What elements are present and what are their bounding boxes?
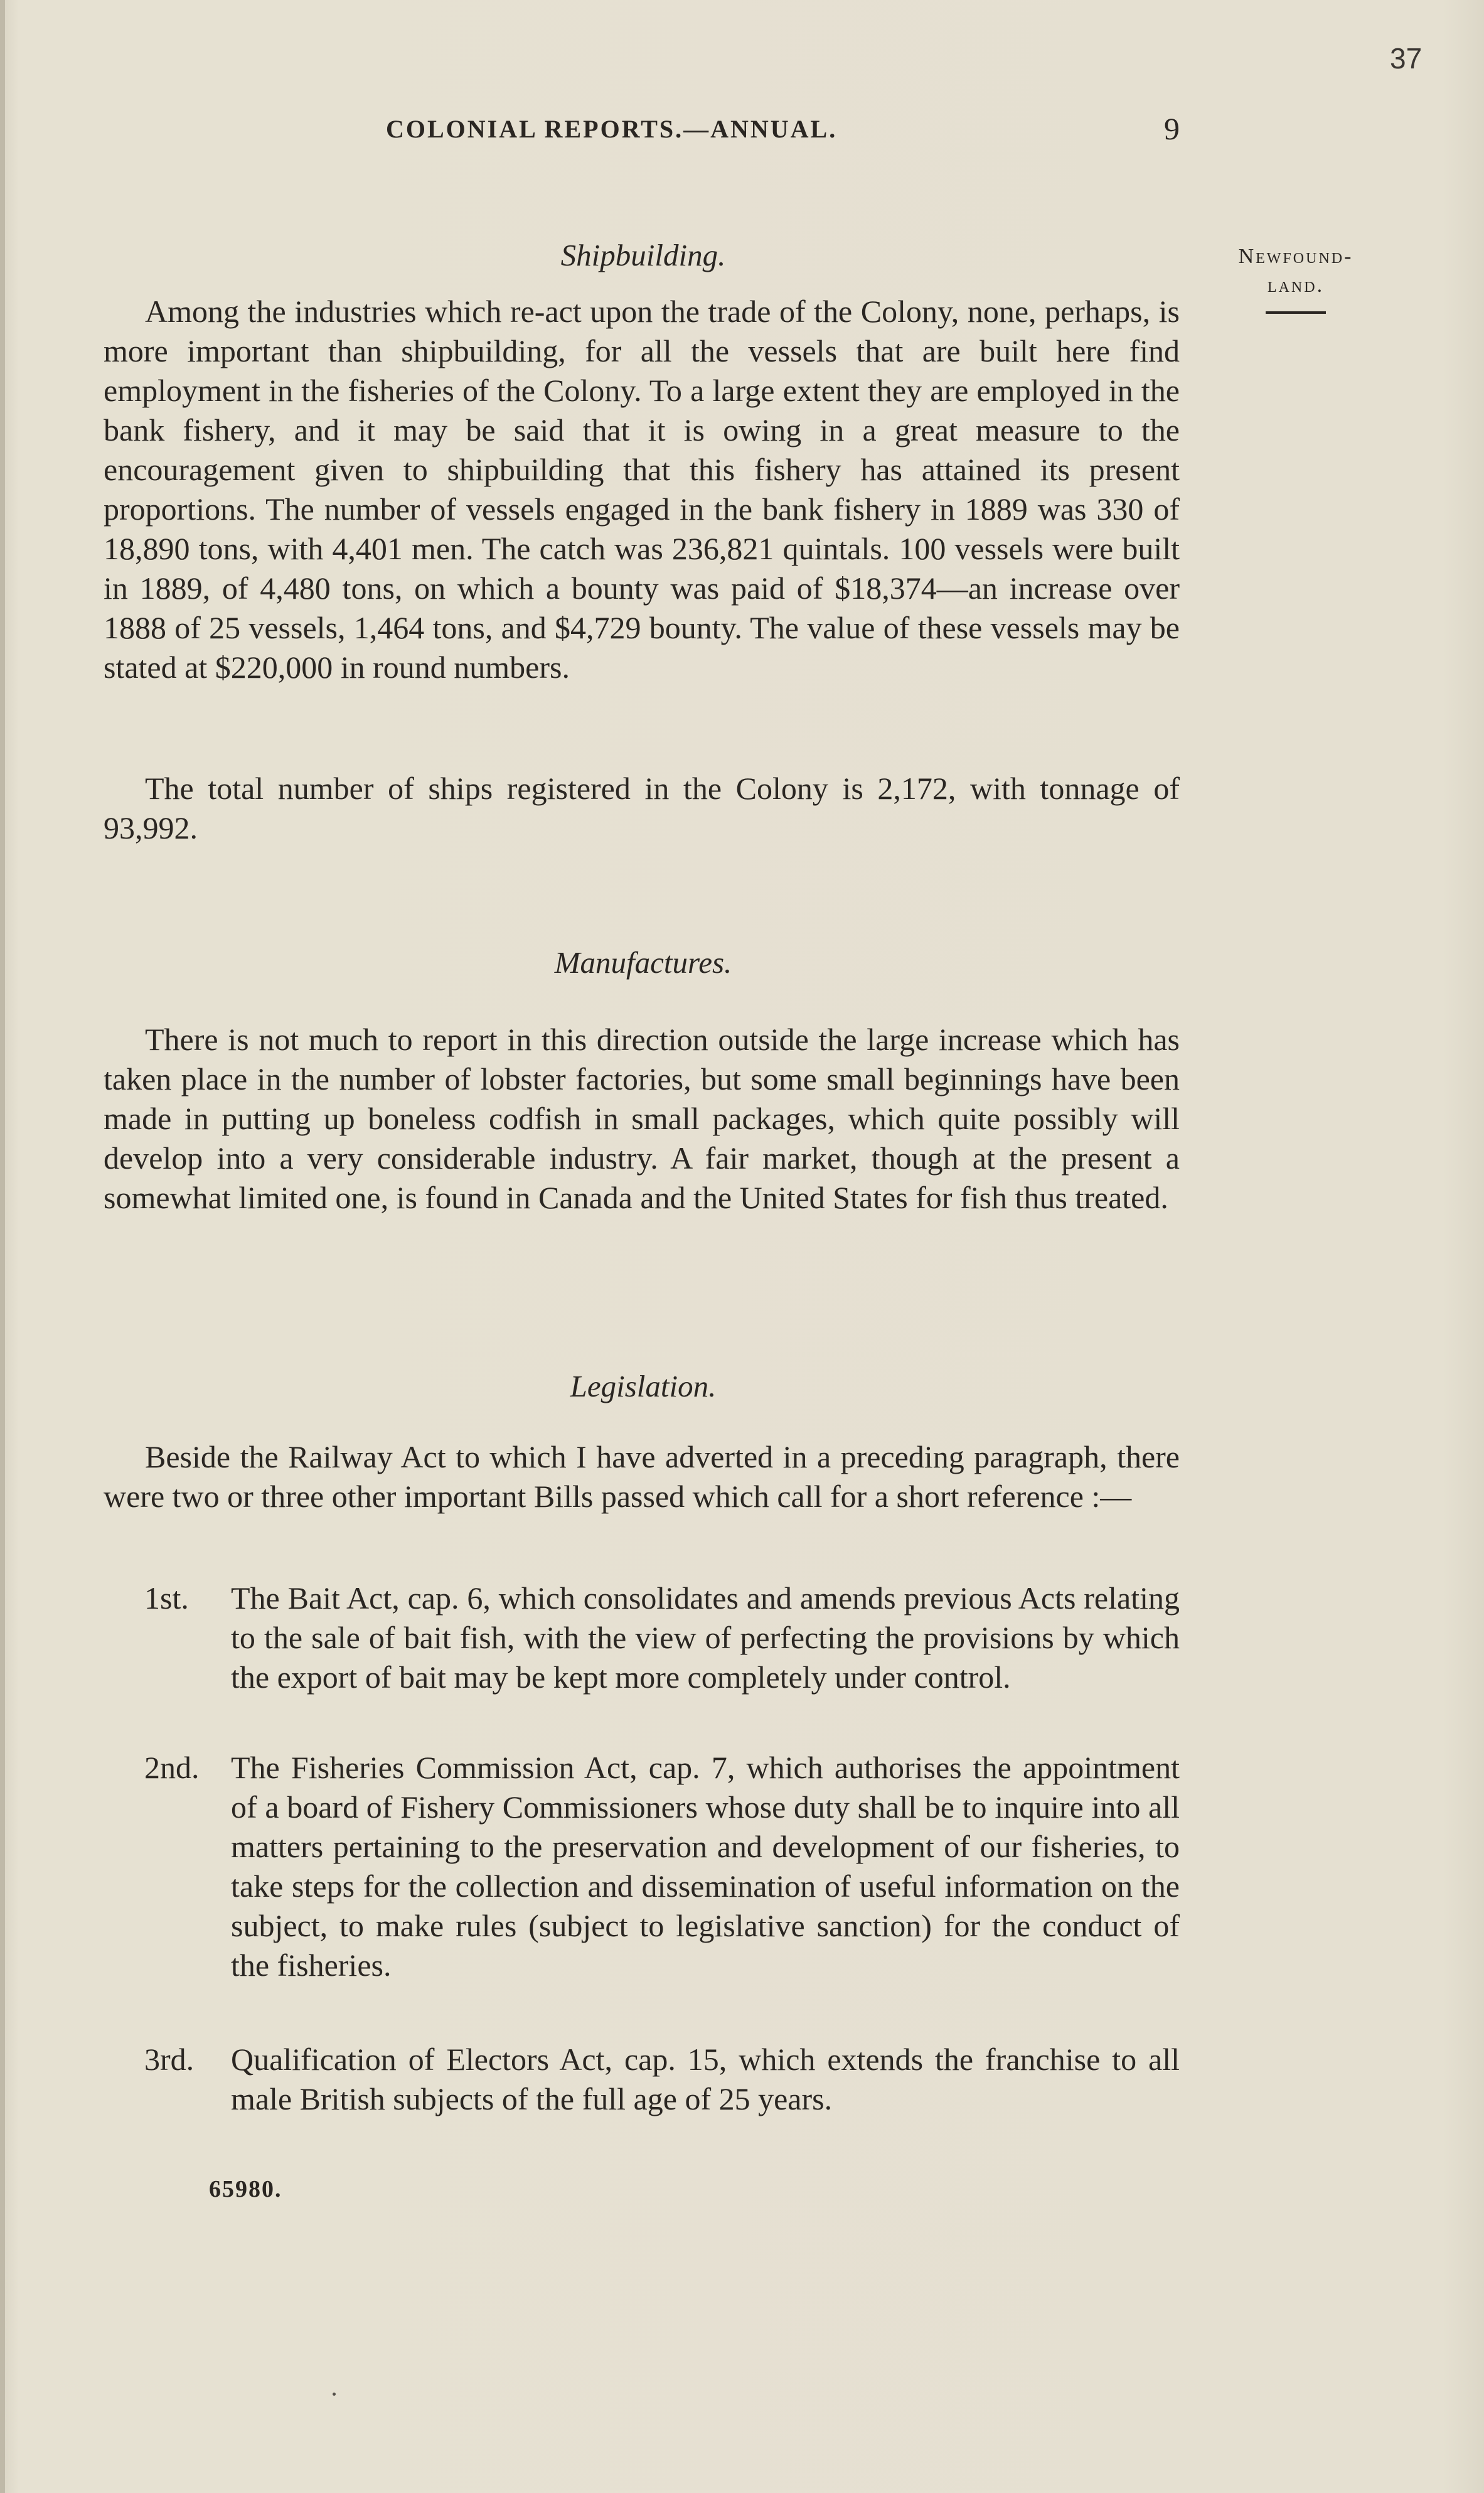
section-title-manufactures: Manufactures. — [554, 945, 732, 980]
list-item-text: The Fisheries Commission Act, cap. 7, which authorises the appointment of a board of Fishery Commissioners whose duty shall be to inquire into all matters pertaining to the preservation and development of our fisheries, to take steps for the collection and dissemination of useful information on the subject, to make rules (subject to legislative sanction) for the conduct of the fisheries. — [231, 1750, 1180, 1983]
list-item-bait-act — [144, 1579, 1180, 1697]
signature-mark: 65980. — [209, 2176, 282, 2202]
list-item-text: The Bait Act, cap. 6, which consolidates and amends previous Acts relating to the sale of bait fish, with the view of perfecting the provisions by which the export of bait may be kept more completely under control. — [231, 1580, 1180, 1695]
section-title-shipbuilding: Shipbuilding. — [560, 238, 726, 272]
list-item-ordinal: 2nd. — [144, 1750, 200, 1785]
marginal-note-line-2: land. — [1267, 274, 1325, 297]
archive-page-number: 37 — [1390, 42, 1423, 75]
paragraph-legislation-intro: Beside the Railway Act to which I have adverted in a preceding paragraph, there were two or three other important Bills passed which call for a short reference :— — [104, 1439, 1180, 1514]
paragraph-shipbuilding-1: Among the industries which re-act upon the trade of the Colony, none, perhaps, is more important than shipbuilding, for all the vessels that are built here find employment in the fisheries of the Colony. To a large extent they are employed in the bank fishery, and it may be said that it is owing in a great measure to the encouragement given to shipbuilding that this fishery has attained its present proportions. The number of vessels engaged in the bank fishery in 1889 was 330 of 18,890 tons, with 4,401 men. The catch was 236,821 quintals. 100 vessels were built in 1889, of 4,480 tons, on which a bounty was paid of $18,374—an increase over 1888 of 25 vessels, 1,464 tons, and $4,729 bounty. The value of these vessels may be stated at $220,000 in round numbers. — [104, 294, 1180, 685]
binding-edge — [0, 0, 5, 2493]
paper-speck — [333, 2393, 336, 2396]
list-item-text: Qualification of Electors Act, cap. 15, which extends the franchise to all male British subjects of the full age of 25 years. — [231, 2042, 1180, 2116]
section-title-legislation: Legislation. — [570, 1369, 717, 1403]
list-item-ordinal: 3rd. — [144, 2042, 195, 2077]
paragraph-manufactures-1: There is not much to report in this direction outside the large increase which has taken place in the number of lobster factories, but some small beginnings have been made in putting up boneless codfish in small packages, which quite possibly will develop into a very considerable industry. A fair market, though at the present a somewhat limited one, is found in Canada and the United States for fish thus treated. — [104, 1022, 1180, 1215]
marginal-note-rule — [1266, 311, 1326, 314]
list-item-electors-act — [144, 2040, 1180, 2119]
marginal-note — [1214, 242, 1377, 314]
list-item-ordinal: 1st. — [144, 1580, 189, 1616]
paragraph-shipbuilding-2: The total number of ships registered in the Colony is 2,172, with tonnage of 93,992. — [104, 771, 1180, 845]
running-header-title: COLONIAL REPORTS.—ANNUAL. — [386, 115, 838, 143]
marginal-note-line-1: Newfound- — [1238, 245, 1353, 268]
running-header-page-number: 9 — [1164, 111, 1180, 146]
list-item-fisheries-commission-act — [144, 1748, 1180, 1985]
